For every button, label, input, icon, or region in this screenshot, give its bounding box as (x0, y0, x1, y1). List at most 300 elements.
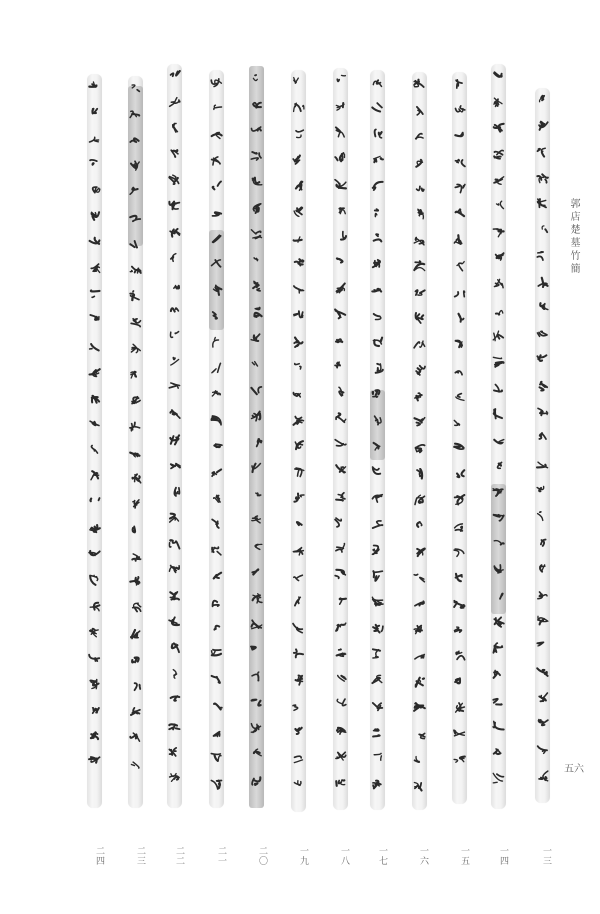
seal-script-character (333, 126, 348, 138)
seal-script-character (87, 574, 102, 586)
seal-script-character (333, 438, 348, 450)
seal-script-character (333, 620, 348, 632)
slip-inscription (287, 76, 310, 804)
seal-script-character (333, 308, 348, 320)
seal-script-character (452, 442, 467, 454)
bamboo-slip (452, 72, 467, 804)
seal-script-character (412, 286, 427, 298)
slip-inscription (487, 70, 510, 798)
seal-script-character (412, 520, 427, 532)
seal-script-character (452, 546, 467, 558)
seal-script-character (167, 460, 182, 472)
seal-script-character (167, 720, 182, 732)
seal-script-character (291, 752, 306, 764)
seal-script-character (535, 302, 550, 314)
seal-script-character (249, 150, 264, 162)
slip-number: 一九 (298, 846, 308, 866)
seal-script-character (412, 156, 427, 168)
seal-script-character (209, 674, 224, 686)
seal-script-character (370, 154, 385, 166)
seal-script-character (167, 252, 182, 264)
seal-script-character (291, 440, 306, 452)
seal-script-character (452, 598, 467, 610)
bamboo-slip (87, 74, 102, 808)
slip-inscription (329, 74, 352, 802)
seal-script-character (128, 706, 143, 718)
seal-script-character (491, 148, 506, 160)
seal-script-character (370, 336, 385, 348)
seal-script-character (412, 702, 427, 714)
slip-inscription (448, 78, 471, 780)
seal-script-character (412, 390, 427, 402)
seal-script-character (87, 392, 102, 404)
seal-script-character (333, 334, 348, 346)
seal-script-character (535, 744, 550, 756)
seal-script-character (291, 284, 306, 296)
seal-script-character (291, 362, 306, 374)
seal-script-character (209, 76, 224, 88)
seal-script-character (412, 312, 427, 324)
seal-script-character (87, 704, 102, 716)
seal-script-character (87, 522, 102, 534)
seal-script-character (128, 342, 143, 354)
slip-number: 二一 (216, 846, 226, 866)
seal-script-character (333, 542, 348, 554)
seal-script-character (370, 518, 385, 530)
seal-script-character (491, 96, 506, 108)
seal-script-character (128, 160, 143, 172)
seal-script-character (412, 442, 427, 454)
seal-script-character (535, 328, 550, 340)
seal-script-character (412, 416, 427, 428)
seal-script-character (209, 440, 224, 452)
seal-script-character (167, 512, 182, 524)
seal-script-character (370, 310, 385, 322)
seal-script-character (128, 446, 143, 458)
seal-script-character (87, 470, 102, 482)
slip-inscription (531, 94, 554, 796)
seal-script-character (128, 628, 143, 640)
seal-script-character (491, 434, 506, 446)
seal-script-character (491, 408, 506, 420)
seal-script-character (209, 180, 224, 192)
slip-number: 二二 (174, 846, 184, 866)
seal-script-character (333, 672, 348, 684)
slip-inscription (366, 76, 389, 804)
seal-script-character (535, 172, 550, 184)
seal-script-character (452, 754, 467, 766)
seal-script-character (333, 152, 348, 164)
seal-script-character (87, 106, 102, 118)
seal-script-character (167, 616, 182, 628)
seal-script-character (128, 134, 143, 146)
seal-script-character (87, 652, 102, 664)
seal-script-character (370, 466, 385, 478)
seal-script-character (167, 746, 182, 758)
seal-script-character (370, 440, 385, 452)
seal-script-character (128, 732, 143, 744)
seal-script-character (87, 548, 102, 560)
seal-script-character (87, 626, 102, 638)
slip-number: 一六 (418, 846, 428, 866)
seal-script-character (370, 128, 385, 140)
seal-script-character (291, 544, 306, 556)
seal-script-character (209, 258, 224, 270)
seal-script-character (412, 546, 427, 558)
seal-script-character (291, 778, 306, 790)
seal-script-character (209, 206, 224, 218)
seal-script-character (370, 258, 385, 270)
seal-script-character (535, 640, 550, 652)
seal-script-character (491, 590, 506, 602)
seal-script-character (209, 310, 224, 322)
seal-script-character (491, 226, 506, 238)
seal-script-character (128, 316, 143, 328)
seal-script-character (535, 380, 550, 392)
slip-number: 一八 (339, 846, 349, 866)
seal-script-character (491, 200, 506, 212)
bamboo-slip (128, 76, 143, 808)
seal-script-character (370, 700, 385, 712)
seal-script-character (249, 72, 264, 84)
seal-script-character (209, 284, 224, 296)
seal-script-character (412, 468, 427, 480)
slip-number: 一三 (541, 846, 551, 866)
seal-script-character (535, 224, 550, 236)
seal-script-character (452, 208, 467, 220)
seal-script-character (412, 364, 427, 376)
slip-number: 一四 (498, 846, 508, 866)
seal-script-character (167, 590, 182, 602)
seal-script-character (128, 238, 143, 250)
seal-script-character (291, 674, 306, 686)
seal-script-character (249, 176, 264, 188)
seal-script-character (249, 358, 264, 370)
slip-number: 二〇 (257, 846, 267, 866)
seal-script-character (535, 484, 550, 496)
seal-script-character (452, 234, 467, 246)
seal-script-character (333, 750, 348, 762)
seal-script-character (491, 564, 506, 576)
seal-script-character (167, 408, 182, 420)
seal-script-character (87, 444, 102, 456)
seal-script-character (209, 752, 224, 764)
seal-script-character (452, 286, 467, 298)
seal-script-character (535, 250, 550, 262)
seal-script-character (491, 486, 506, 498)
seal-script-character (491, 616, 506, 628)
seal-script-character (87, 756, 102, 768)
seal-script-character (452, 494, 467, 506)
seal-script-character (452, 260, 467, 272)
seal-script-character (452, 728, 467, 740)
seal-script-character (333, 412, 348, 424)
seal-script-character (87, 600, 102, 612)
seal-script-character (291, 726, 306, 738)
seal-script-character (333, 464, 348, 476)
seal-script-character (370, 778, 385, 790)
seal-script-character (291, 76, 306, 88)
seal-script-character (452, 650, 467, 662)
seal-script-character (209, 414, 224, 426)
seal-script-character (87, 314, 102, 326)
bamboo-slip (167, 64, 182, 808)
seal-script-character (128, 82, 143, 94)
slip-inscription (245, 72, 268, 800)
seal-script-character (333, 776, 348, 788)
seal-script-character (370, 726, 385, 738)
seal-script-character (370, 206, 385, 218)
seal-script-character (87, 678, 102, 690)
seal-script-character (491, 772, 506, 784)
seal-script-character (209, 622, 224, 634)
seal-script-character (333, 516, 348, 528)
seal-script-character (370, 388, 385, 400)
seal-script-character (491, 512, 506, 524)
seal-script-character (370, 752, 385, 764)
seal-script-character (412, 78, 427, 90)
bamboo-slip (333, 68, 348, 810)
seal-script-character (167, 538, 182, 550)
seal-script-character (491, 720, 506, 732)
seal-script-character (452, 390, 467, 402)
seal-script-character (491, 694, 506, 706)
seal-script-character (167, 356, 182, 368)
seal-script-character (87, 418, 102, 430)
seal-script-character (167, 434, 182, 446)
seal-script-character (291, 154, 306, 166)
seal-script-character (249, 124, 264, 136)
seal-script-character (87, 366, 102, 378)
seal-script-character (412, 572, 427, 584)
seal-script-character (209, 778, 224, 790)
seal-script-character (128, 264, 143, 276)
seal-script-character (491, 356, 506, 368)
seal-script-character (535, 432, 550, 444)
slip-inscription (83, 80, 106, 782)
seal-script-character (452, 416, 467, 428)
seal-script-character (412, 650, 427, 662)
seal-script-character (370, 544, 385, 556)
bamboo-slip (412, 72, 427, 810)
seal-script-character (291, 336, 306, 348)
seal-script-character (249, 280, 264, 292)
seal-script-character (87, 496, 102, 508)
seal-script-character (249, 514, 264, 526)
seal-script-character (491, 642, 506, 654)
seal-script-character (291, 206, 306, 218)
bamboo-slip (291, 70, 306, 812)
seal-script-character (87, 158, 102, 170)
seal-script-character (333, 100, 348, 112)
seal-script-character (412, 494, 427, 506)
seal-script-character (535, 458, 550, 470)
seal-script-character (87, 730, 102, 742)
seal-script-character (249, 566, 264, 578)
seal-script-character (167, 642, 182, 654)
seal-script-character (333, 178, 348, 190)
seal-script-character (167, 382, 182, 394)
seal-script-character (491, 382, 506, 394)
seal-script-character (333, 360, 348, 372)
running-head: 郭店楚墓竹簡 (568, 198, 579, 276)
seal-script-character (249, 670, 264, 682)
seal-script-character (167, 772, 182, 784)
seal-script-character (167, 70, 182, 82)
seal-script-character (333, 568, 348, 580)
seal-script-character (491, 460, 506, 472)
seal-script-character (452, 182, 467, 194)
seal-script-character (370, 570, 385, 582)
seal-script-character (291, 622, 306, 634)
seal-script-character (291, 414, 306, 426)
seal-script-character (291, 466, 306, 478)
seal-script-character (535, 536, 550, 548)
seal-script-character (452, 156, 467, 168)
seal-script-character (412, 598, 427, 610)
seal-script-character (167, 668, 182, 680)
seal-script-character (249, 202, 264, 214)
seal-script-character (412, 676, 427, 688)
seal-script-character (370, 622, 385, 634)
bamboo-slip (535, 88, 550, 803)
seal-script-character (333, 282, 348, 294)
seal-script-character (249, 774, 264, 786)
seal-script-character (370, 102, 385, 114)
seal-script-character (535, 276, 550, 288)
seal-script-character (491, 538, 506, 550)
seal-script-character (412, 624, 427, 636)
seal-script-character (370, 414, 385, 426)
seal-script-character (370, 674, 385, 686)
seal-script-character (249, 462, 264, 474)
seal-script-character (370, 284, 385, 296)
seal-script-character (412, 104, 427, 116)
seal-script-character (491, 252, 506, 264)
seal-script-character (535, 510, 550, 522)
seal-script-character (167, 226, 182, 238)
seal-script-character (249, 384, 264, 396)
seal-script-character (291, 492, 306, 504)
seal-script-character (291, 180, 306, 192)
seal-script-character (209, 102, 224, 114)
seal-script-character (452, 676, 467, 688)
seal-script-character (333, 594, 348, 606)
seal-script-character (249, 228, 264, 240)
seal-script-character (370, 76, 385, 88)
seal-script-character (249, 332, 264, 344)
seal-script-character (167, 330, 182, 342)
seal-script-character (370, 492, 385, 504)
slip-number: 二四 (94, 846, 104, 866)
seal-script-character (491, 70, 506, 82)
seal-script-character (333, 256, 348, 268)
seal-script-character (412, 754, 427, 766)
seal-script-character (167, 148, 182, 160)
seal-script-character (452, 130, 467, 142)
seal-script-character (452, 338, 467, 350)
seal-script-character (370, 596, 385, 608)
seal-script-character (291, 128, 306, 140)
seal-script-character (128, 524, 143, 536)
seal-script-character (209, 596, 224, 608)
slip-number: 一五 (459, 846, 469, 866)
seal-script-character (87, 210, 102, 222)
seal-script-character (291, 570, 306, 582)
seal-script-character (291, 518, 306, 530)
seal-script-character (333, 698, 348, 710)
seal-script-character (452, 104, 467, 116)
seal-script-character (291, 258, 306, 270)
seal-script-character (452, 624, 467, 636)
seal-script-character (209, 362, 224, 374)
slip-number: 一七 (377, 846, 387, 866)
seal-script-character (412, 780, 427, 792)
seal-script-character (87, 262, 102, 274)
page-number: 五六 (564, 764, 584, 775)
seal-script-character (249, 722, 264, 734)
seal-script-character (167, 564, 182, 576)
seal-script-character (370, 362, 385, 374)
seal-script-character (209, 128, 224, 140)
seal-script-character (209, 726, 224, 738)
slip-inscription (205, 76, 228, 804)
seal-script-character (87, 288, 102, 300)
seal-script-character (291, 648, 306, 660)
seal-script-character (452, 312, 467, 324)
seal-script-character (128, 654, 143, 666)
seal-script-character (87, 340, 102, 352)
seal-script-character (249, 488, 264, 500)
seal-script-character (209, 336, 224, 348)
seal-script-character (87, 80, 102, 92)
slip-inscription (408, 78, 431, 806)
seal-script-character (535, 562, 550, 574)
seal-script-character (535, 354, 550, 366)
seal-script-character (167, 122, 182, 134)
seal-script-character (412, 182, 427, 194)
seal-script-character (128, 186, 143, 198)
seal-script-character (128, 472, 143, 484)
seal-script-character (87, 236, 102, 248)
seal-script-character (333, 74, 348, 86)
seal-script-character (491, 122, 506, 134)
seal-script-character (209, 466, 224, 478)
seal-script-character (452, 520, 467, 532)
seal-script-character (333, 204, 348, 216)
seal-script-character (291, 310, 306, 322)
seal-script-character (249, 306, 264, 318)
seal-script-character (209, 700, 224, 712)
seal-script-character (333, 490, 348, 502)
seal-script-character (209, 518, 224, 530)
seal-script-character (128, 576, 143, 588)
seal-script-character (167, 278, 182, 290)
seal-script-character (167, 174, 182, 186)
seal-script-character (87, 132, 102, 144)
seal-script-character (291, 102, 306, 114)
seal-script-character (249, 254, 264, 266)
seal-script-character (249, 644, 264, 656)
seal-script-character (412, 130, 427, 142)
seal-script-character (128, 394, 143, 406)
seal-script-character (209, 492, 224, 504)
seal-script-character (370, 648, 385, 660)
seal-script-character (209, 154, 224, 166)
seal-script-character (87, 184, 102, 196)
seal-script-character (452, 364, 467, 376)
seal-script-character (412, 234, 427, 246)
